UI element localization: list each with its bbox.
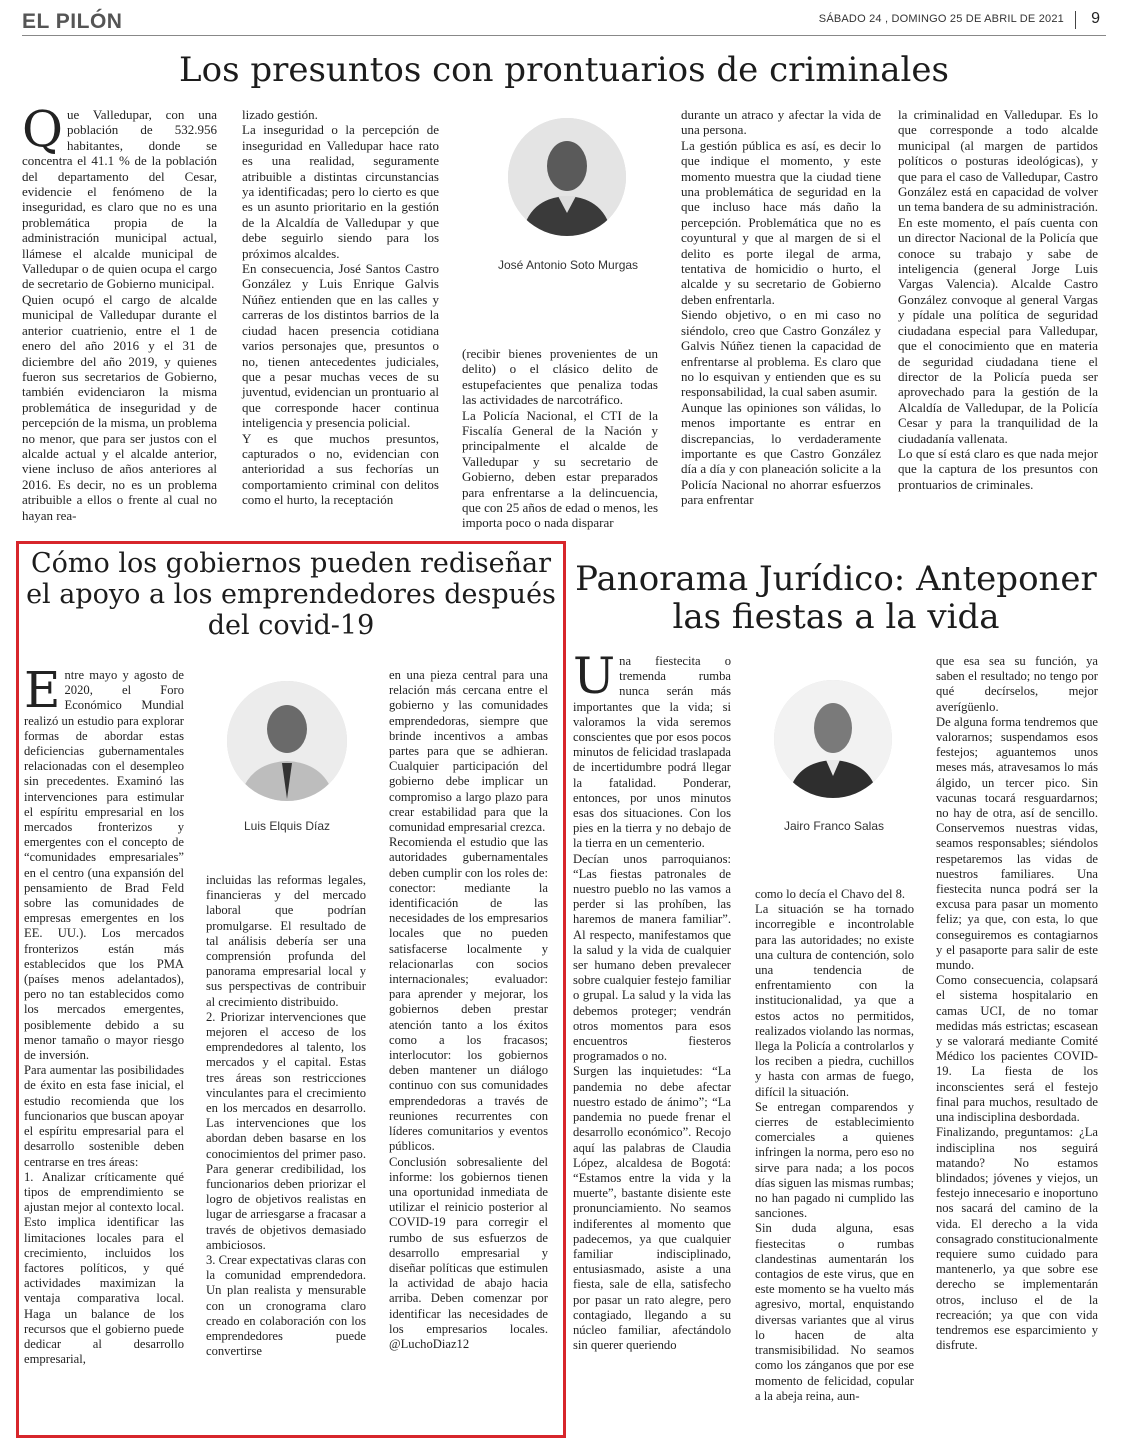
article3-col2-text: como lo decía el Chavo del 8. La situación se ha tornado incorregible e incontrolable para las autoridades; no existe una cultura de contención, solo una tendencia de enfrentamiento con la institucionalidad, ya que a estos actos no permitidos, realizados violando las normas, llega la Policía a controlarlos y los reciben a piedra, cuchillos y hasta con armas de fuego, difícil la situación. Se entregan comparendos y cierres de establecimiento comerciales a quienes infringen la norma, pero eso no sirve para nada; a los pocos días siguen las mismas rumbas; no han pagado ni cumplido las sanciones. Sin duda alguna, esas fiestecitas o rumbas clandestinas aumentarán los contagios de este virus, que en este momento se ha vuelto más agresivo, mortal, enquistando diversas variantes que al virus lo hacen de alta transmisibilidad. No seamos como los zánganos que por ese momento de felicidad, copular a la abeja reina, aun-: [755, 887, 914, 1403]
article1-col5: [898, 107, 1098, 492]
article2-col1: [24, 661, 184, 1367]
article2-col2-text: incluidas las reformas legales, financieras y del mercado laboral que podrían promulgarse. El resultado de tal análisis debería ser una comprensión profunda del panorama empresarial local y sus perspectivas de contribuir al crecimiento distribuido. 2. Priorizar intervenciones que mejoren el acceso de los emprendedores al talento, los mercados y el capital. Estas tres áreas son restricciones vinculantes para el crecimiento en los mercados en desarrollo. Las intervenciones que los abordan deben basarse en los conocimientos del primer paso. Para generar credibilidad, los funcionarios deben priorizar el logro de objetivos realistas en lugar de arriesgarse a fracasar a través de objetivos demasiado ambiciosos. 3. Crear expectativas claras con la comunidad emprendedora. Un plan realista y mensurable con un cronograma claro creado en colaboración con los emprendedores puede convertirse: [206, 873, 366, 1359]
article3-author-caption: Jairo Franco Salas: [783, 819, 885, 833]
article2-author-caption: Luis Elquis Díaz: [243, 819, 331, 833]
article3-col3: [936, 654, 1098, 1353]
author-photo-jairo-franco-salas: [774, 680, 892, 798]
author-portrait-icon: [774, 680, 892, 798]
article2-col1-text: ntre mayo y agosto de 2020, el Foro Económico Mundial realizó un estudio para explorar formas de abordar estas deficiencias gubernamentales relacionadas con el desempleo sin precedentes. Examinó las intervenciones para estimular el espíritu empresarial en los mercados fronterizos y emergentes con el concepto de “comunidades empresariales” en el centro (una expansión del pensamiento de Brad Feld sobre las comunidades de empresas emergentes en los EE. UU.). Los mercados fronterizos están más establecidos que los PMA (países menos adelantados), pero no tan establecidos como los mercados emergentes, posiblemente debido a su menor tamaño o mayor riesgo de inversión. Para aumentar las posibilidades de éxito en esta fase inicial, el estudio recomienda que los funcionarios que buscan apoyar el espíritu empresarial para el desarrollo sostenible deben centrarse en tres áreas: 1. Analizar críticamente qué tipos de emprendimiento se ajustan mejor al contexto local. Esto implica identificar las limitaciones locales para el crecimiento, incluidos los factores políticos, y qué actividades maximizan la ventaja comparativa local. Haga un balance de los recursos que el gobierno puede dedicar al desarrollo empresarial,: [24, 668, 184, 1367]
article2-col3-text: en una pieza central para una relación más cercana entre el gobierno y las comunidades emprendedoras, siempre que brinde incentivos a ambas partes para que se adhieran. Cualquier participación del gobierno debe implicar un compromiso a largo plazo para crear estabilidad para que la comunidad empresarial crezca. Recomienda el estudio que las autoridades gubernamentales deben cumplir con los roles de: conector: mediante la identificación de las necesidades de los empresarios locales que no pueden satisfacerse localmente y relacionarlas con socios internacionales; evaluador: para aprender y mejorar, los gobiernos deben prestar atención tanto a los éxitos como a los fracasos; interlocutor: los gobiernos deben mantener un diálogo continuo con sus comunidades emprendedoras a través de reuniones recurrentes con líderes comunitarios y eventos públicos. Conclusión sobresaliente del informe: los gobiernos tienen una oportunidad inmediata de utilizar el reinicio posterior al COVID-19 para corregir el rumbo de sus esfuerzos de desarrollo empresarial y diseñar políticas que estimulen la actividad de abajo hacia arriba. Deben comenzar por identificar las necesidades de los empresarios locales. @LuchoDiaz12: [389, 668, 548, 1351]
newspaper-logo: EL PILÓN: [22, 10, 123, 33]
header-divider: [1075, 11, 1076, 29]
article1-col4: [681, 107, 881, 508]
article2-col2: [206, 873, 366, 1360]
article1-dropcap: Q: [22, 100, 63, 158]
article1-author-caption: José Antonio Soto Murgas: [497, 258, 639, 272]
article2-col3: [389, 668, 548, 1352]
article1-col3-text: (recibir bienes provenientes de un delito) o el clásico delito de estupefacientes que penaliza todas las actividades de narcotráfico. La Policía Nacional, el CTI de la Fiscalía General de la Nación y principalmente el alcalde de Valledupar y su secretario de Gobierno, deben estar preparados para enfrentarse a la delincuencia, que con 25 años de edad o menos, les importa poco o nada disparar: [462, 346, 658, 531]
article3-col1-text: na fiestecita o tremenda rumba nunca serán más importantes que la vida; si valoramos la vida seremos conscientes que por esos pocos minutos de felicidad traslapada de incertidumbre podrá llegar la fatalidad. Ponderar, entonces, por unos minutos esas dos situaciones. Con los pies en la tierra y no debajo de la tierra en un cementerio. Decían unos parroquianos: “Las fiestas patronales de nuestro pueblo no las vamos a perder si las prohíben, las haremos de manera familiar”. Al respecto, manifestamos que la salud y la vida de cualquier ser humano deben prevalecer sobre cualquier festejo familiar o grupal. La salud y la vida las debemos proteger; vendrán otros momentos para esos encuentros fiesteros programados o no. Surgen las inquietudes: “La pandemia no debe afectar nuestro estado de ánimo”; “La pandemia no puede frenar el desarrollo económico”. Recojo aquí las palabras de Claudia López, alcaldesa de Bogotá: “Estamos entre la vida y la muerte”, bastante disiente este pronunciamiento. No seamos indiferentes al momento que padecemos, ya que cualquier familiar indisciplinado, entusiasmado, asiste a una fiesta, sale de ella, satisfecho por pasar un rato alegre, pero contagiado, llegando a su núcleo familiar, afectándolo sin querer queriendo: [573, 654, 731, 1353]
article1-col3: [462, 346, 658, 531]
article3-dropcap: U: [573, 647, 616, 705]
article3-col1: [573, 647, 731, 1353]
article3-title: Panorama Jurídico: Anteponer las fiestas a la vida: [575, 559, 1097, 638]
author-portrait-icon: [508, 118, 626, 236]
article1-col2: [242, 107, 439, 508]
page-number: 9: [1091, 10, 1100, 27]
author-portrait-icon: [227, 681, 347, 801]
article3-col3-text: que esa sea su función, ya saben el resultado; no tengo por qué decírselos, mejor averígüenlo. De alguna forma tendremos que valorarnos; suspendamos esos festejos; aguantemos unos meses más, atravesamos lo más álgido, un tercer pico. Sin vacunas tocará resguardarnos; no hay de otra, así de sencillo. Conservemos nuestras vidas, seamos responsables; siéndolos respetaremos las vidas de nuestros familiares. Una fiestecita nunca podrá ser la excusa para pasar un momento feliz; ya que, con esta, lo que conseguiremos es contagiarnos y el pasaporte para salir de este mundo. Como consecuencia, colapsará el sistema hospitalario en camas UCI, de no tomar medidas más estrictas; escasean y se valorará mediante Comité Médico los pacientes COVID-19. La fiesta de los inconscientes será el festejo final para muchos, resultado de una indisciplina desbordada. Finalizando, preguntamos: ¿La indisciplina nos seguirá matando? No estamos blindados; jóvenes y viejos, un festejo innecesario e inoportuno nos sacará del camino de la vida. El derecho a la vida consagrado constitucionalmente requiere sumo cuidado para mantenerlo, ya que sobre ese derecho se implementarán otros, incluso el de la recreación; ya que con vida tendremos ese esparcimiento y disfrute.: [936, 654, 1098, 1353]
article1-title: Los presuntos con prontuarios de criminales: [179, 50, 949, 90]
article1-col5-text: la criminalidad en Valledupar. Es lo que corresponde a todo alcalde municipal (al margen de partidos políticos o posturas ideológicas), y que para el caso de Valledupar, Castro González está en capacidad de volver un tema bandera de su administración. En este momento, el país cuenta con un director Nacional de la Policía que conoce su trabajo y sabe de inteligencia (general Jorge Luis Vargas Valencia). Alcalde Castro González convoque al general Vargas y pídale una política de seguridad ciudadana especial para Valledupar, que el conocimiento que en materia de seguridad ciudadana tiene el director de la Policía pueda ser aprovechado para la gestión de la Alcaldía de Valledupar, de la Policía Cesar y para la tranquilidad de la ciudadanía vallenata. Lo que sí está claro es que nada mejor que la captura de los presuntos con prontuarios de criminales.: [898, 107, 1098, 492]
article1-col1: [22, 100, 217, 523]
article3-col2: [755, 887, 914, 1404]
author-photo-luis-elquis-diaz: [227, 681, 347, 801]
article1-col2-text: lizado gestión. La inseguridad o la percepción de inseguridad en Valledupar hace rato es una realidad, seguramente atribuible a distintas circunstancias ya identificadas; pero lo cierto es que es un asunto prioritario en la gestión de la Alcaldía de Valledupar y que debe seguirlo siendo para los próximos alcaldes. En consecuencia, José Santos Castro González y Luis Enrique Galvis Núñez entienden que en las calles y carreras de los distintos barrios de la ciudad hacen presencia cotidiana varios personajes que, presuntos o no, tienen antecedentes judiciales, que a pesar muchas veces de su juventud, evidencian un prontuario al que corresponde hacer continua inteligencia y presencia policial. Y es que muchos presuntos, capturados o no, evidencian con anterioridad a sus fechorías un comportamiento criminal con delitos como el hurto, la receptación: [242, 107, 439, 508]
article1-col4-text: durante un atraco y afectar la vida de una persona. La gestión pública es así, es decir lo que indique el momento, y este momento muestra que la ciudad tiene una problemática de seguridad en la que incluso hace más daño la percepción. Problemática que no es coyuntural y que al margen de si el delito es porte ilegal de arma, tentativa de homicidio o hurto, el alcalde y su secretario de Gobierno deben enfrentarla. Siendo objetivo, o en mi caso no siéndolo, creo que Castro González y Galvis Núñez tienen la capacidad de enfrentarse al problema. Es claro que no lo esquivan y entienden que es su responsabilidad, la cual saben asumir. Aunque las opiniones son válidas, lo menos importante es entrar en discrepancias, lo verdaderamente importante es que Castro González día a día y con planeación solicite a la Policía Nacional no ahorrar esfuerzos para enfrentar: [681, 107, 881, 508]
article2-title: Cómo los gobiernos pueden rediseñar el apoyo a los emprendedores después del covid-19: [26, 548, 556, 641]
author-photo-jose-antonio-soto: [508, 118, 626, 236]
issue-date: SÁBADO 24 , DOMINGO 25 DE ABRIL DE 2021: [818, 13, 1064, 25]
page-header: [22, 10, 1106, 36]
article1-col1-text: ue Valledupar, con una población de 532.956 habitantes, donde se concentra el 41.1 % de la población del departamento del Cesar, evidencie el fenómeno de la inseguridad, es claro que no es una problemática propia de la administración municipal actual, llámese el alcalde municipal de Valledupar o de quien ocupa el cargo de secretario de Gobierno municipal. Quien ocupó el cargo de alcalde municipal de Valledupar durante el anterior cuatrienio, entre el 1 de enero del año 2016 y el 31 de diciembre del año 2019, y quienes fueron sus secretarios de Gobierno, también evidenciaron la misma problemática de inseguridad y de percepción de la misma, un problema no menor, que para ser justos con el alcalde actual y el alcalde anterior, viene incluso de años anteriores al 2016. Es decir, no es un problema atribuible a ellos o frente al cual no hayan rea-: [22, 107, 217, 523]
article2-dropcap: E: [24, 661, 61, 719]
